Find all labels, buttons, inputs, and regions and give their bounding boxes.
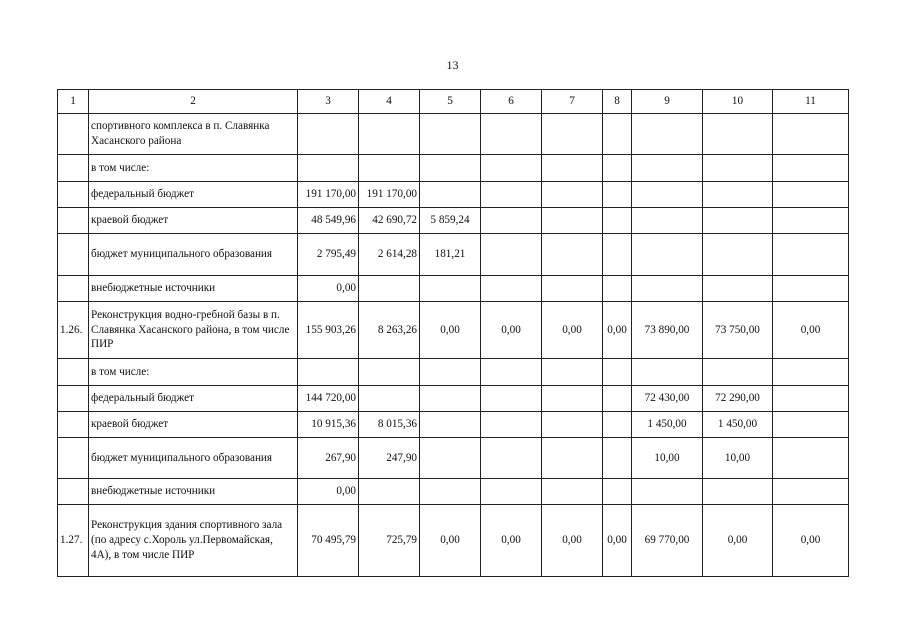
column-header: 2 [89, 90, 298, 114]
value-cell [298, 114, 359, 155]
row-number-cell: 1.27. [58, 505, 89, 577]
table-row [58, 438, 849, 479]
row-name-cell: Реконструкция водно-гребной базы в п. Славянка Хасанского района, в том числе ПИР [89, 302, 298, 359]
value-cell: 267,90 [298, 438, 359, 479]
value-cell [359, 276, 420, 302]
value-cell: 0,00 [481, 505, 542, 577]
value-cell: 0,00 [298, 276, 359, 302]
value-cell [298, 155, 359, 182]
table-row [58, 155, 849, 182]
value-cell: 191 170,00 [359, 182, 420, 208]
row-name-cell: внебюджетные источники [89, 479, 298, 505]
value-cell [632, 479, 703, 505]
value-cell [773, 276, 849, 302]
table-row [58, 182, 849, 208]
value-cell [420, 386, 481, 412]
value-cell [481, 182, 542, 208]
value-cell [481, 155, 542, 182]
value-cell [773, 114, 849, 155]
value-cell: 0,00 [603, 302, 632, 359]
value-cell [773, 208, 849, 234]
value-cell [773, 234, 849, 276]
column-header: 1 [58, 90, 89, 114]
value-cell [773, 386, 849, 412]
row-number-cell [58, 386, 89, 412]
value-cell [420, 412, 481, 438]
value-cell [481, 114, 542, 155]
value-cell [542, 359, 603, 386]
value-cell [703, 155, 773, 182]
row-name-cell: федеральный бюджет [89, 386, 298, 412]
table-row [58, 386, 849, 412]
column-header: 6 [481, 90, 542, 114]
value-cell [420, 182, 481, 208]
table-row [58, 479, 849, 505]
value-cell: 725,79 [359, 505, 420, 577]
row-name-cell: бюджет муниципального образования [89, 234, 298, 276]
value-cell [359, 479, 420, 505]
value-cell [703, 359, 773, 386]
row-name-cell: в том числе: [89, 155, 298, 182]
value-cell [481, 386, 542, 412]
column-header: 8 [603, 90, 632, 114]
value-cell [603, 438, 632, 479]
column-header: 5 [420, 90, 481, 114]
column-header: 3 [298, 90, 359, 114]
value-cell [632, 208, 703, 234]
value-cell [420, 155, 481, 182]
value-cell [298, 359, 359, 386]
value-cell [703, 479, 773, 505]
value-cell: 48 549,96 [298, 208, 359, 234]
value-cell [542, 412, 603, 438]
value-cell: 0,00 [603, 505, 632, 577]
value-cell [359, 359, 420, 386]
value-cell [542, 386, 603, 412]
value-cell: 0,00 [298, 479, 359, 505]
value-cell: 1 450,00 [703, 412, 773, 438]
value-cell [632, 182, 703, 208]
value-cell [773, 155, 849, 182]
value-cell: 10,00 [632, 438, 703, 479]
value-cell: 0,00 [420, 505, 481, 577]
value-cell: 69 770,00 [632, 505, 703, 577]
value-cell [773, 438, 849, 479]
value-cell: 0,00 [542, 505, 603, 577]
value-cell [542, 155, 603, 182]
value-cell [603, 412, 632, 438]
value-cell: 0,00 [481, 302, 542, 359]
value-cell [542, 114, 603, 155]
value-cell [773, 479, 849, 505]
value-cell: 0,00 [703, 505, 773, 577]
value-cell [481, 438, 542, 479]
row-number-cell [58, 412, 89, 438]
value-cell [542, 208, 603, 234]
row-number-cell [58, 208, 89, 234]
value-cell [542, 234, 603, 276]
value-cell [359, 114, 420, 155]
column-header: 11 [773, 90, 849, 114]
table-row [58, 505, 849, 577]
value-cell: 42 690,72 [359, 208, 420, 234]
value-cell [603, 182, 632, 208]
value-cell [420, 479, 481, 505]
value-cell [603, 359, 632, 386]
value-cell [632, 234, 703, 276]
row-name-cell: Реконструкция здания спортивного зала (по адресу с.Хороль ул.Первомайская, 4А), в том числе ПИР [89, 505, 298, 577]
row-name-cell: внебюджетные источники [89, 276, 298, 302]
value-cell: 0,00 [420, 302, 481, 359]
value-cell [481, 208, 542, 234]
row-name-cell: краевой бюджет [89, 208, 298, 234]
value-cell: 73 890,00 [632, 302, 703, 359]
value-cell [542, 438, 603, 479]
value-cell [603, 155, 632, 182]
value-cell [603, 276, 632, 302]
value-cell [632, 114, 703, 155]
value-cell: 191 170,00 [298, 182, 359, 208]
value-cell: 10 915,36 [298, 412, 359, 438]
row-number-cell [58, 114, 89, 155]
column-header: 9 [632, 90, 703, 114]
value-cell: 1 450,00 [632, 412, 703, 438]
value-cell: 72 430,00 [632, 386, 703, 412]
row-number-cell [58, 276, 89, 302]
value-cell [420, 114, 481, 155]
table-row [58, 114, 849, 155]
value-cell [603, 479, 632, 505]
value-cell [481, 359, 542, 386]
row-number-cell [58, 438, 89, 479]
value-cell: 8 015,36 [359, 412, 420, 438]
value-cell: 144 720,00 [298, 386, 359, 412]
value-cell: 2 795,49 [298, 234, 359, 276]
row-name-cell: краевой бюджет [89, 412, 298, 438]
table-row [58, 302, 849, 359]
value-cell [632, 359, 703, 386]
row-name-cell: бюджет муниципального образования [89, 438, 298, 479]
value-cell [703, 208, 773, 234]
value-cell [359, 386, 420, 412]
row-name-cell: в том числе: [89, 359, 298, 386]
value-cell [632, 276, 703, 302]
column-header: 4 [359, 90, 420, 114]
row-number-cell [58, 182, 89, 208]
table-row [58, 359, 849, 386]
table-row [58, 234, 849, 276]
row-number-cell [58, 234, 89, 276]
value-cell [773, 182, 849, 208]
value-cell [773, 359, 849, 386]
value-cell: 5 859,24 [420, 208, 481, 234]
row-number-cell: 1.26. [58, 302, 89, 359]
column-header: 7 [542, 90, 603, 114]
value-cell [542, 182, 603, 208]
value-cell: 10,00 [703, 438, 773, 479]
column-header: 10 [703, 90, 773, 114]
value-cell [420, 438, 481, 479]
value-cell: 73 750,00 [703, 302, 773, 359]
value-cell: 72 290,00 [703, 386, 773, 412]
row-number-cell [58, 479, 89, 505]
row-number-cell [58, 359, 89, 386]
value-cell [603, 114, 632, 155]
row-name-cell: федеральный бюджет [89, 182, 298, 208]
value-cell [481, 412, 542, 438]
value-cell [542, 276, 603, 302]
value-cell [481, 479, 542, 505]
value-cell [420, 359, 481, 386]
table-row [58, 412, 849, 438]
value-cell: 0,00 [542, 302, 603, 359]
table-row [58, 276, 849, 302]
table-body [58, 90, 849, 577]
value-cell: 8 263,26 [359, 302, 420, 359]
value-cell [481, 276, 542, 302]
value-cell [542, 479, 603, 505]
value-cell: 247,90 [359, 438, 420, 479]
table-row [58, 208, 849, 234]
page-number: 13 [446, 58, 459, 72]
value-cell: 70 495,79 [298, 505, 359, 577]
value-cell [703, 234, 773, 276]
value-cell: 2 614,28 [359, 234, 420, 276]
value-cell [703, 114, 773, 155]
value-cell: 181,21 [420, 234, 481, 276]
budget-table [57, 89, 849, 577]
value-cell [603, 386, 632, 412]
row-name-cell: спортивного комплекса в п. Славянка Хасанского района [89, 114, 298, 155]
header-row [58, 90, 849, 114]
value-cell: 0,00 [773, 302, 849, 359]
value-cell: 155 903,26 [298, 302, 359, 359]
value-cell [481, 234, 542, 276]
row-number-cell [58, 155, 89, 182]
value-cell [603, 208, 632, 234]
value-cell [603, 234, 632, 276]
value-cell [632, 155, 703, 182]
value-cell [420, 276, 481, 302]
value-cell [773, 412, 849, 438]
value-cell [359, 155, 420, 182]
value-cell [703, 276, 773, 302]
value-cell [703, 182, 773, 208]
value-cell: 0,00 [773, 505, 849, 577]
